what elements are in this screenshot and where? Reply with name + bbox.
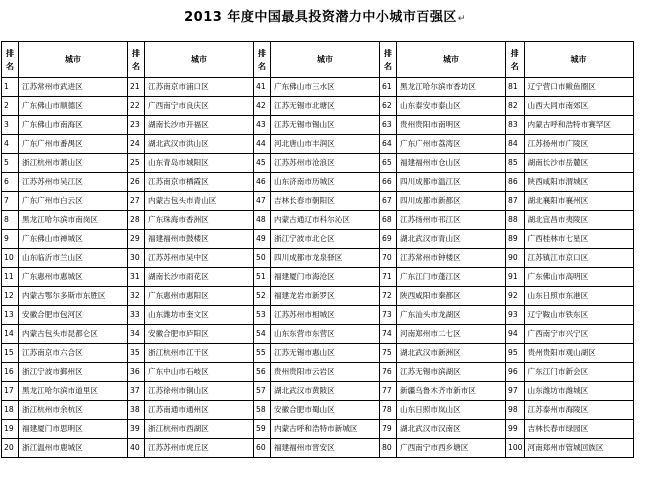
table-row — [2, 325, 634, 344]
city-cell: 山东日照市岚山区 — [397, 401, 506, 420]
city-cell: 内蒙古呼和浩特市新城区 — [271, 420, 380, 439]
table-row — [2, 401, 634, 420]
rank-cell: 46 — [254, 173, 271, 192]
city-cell: 湖南长沙市开福区 — [145, 116, 254, 135]
city-cell: 江苏苏州市沧浪区 — [271, 154, 380, 173]
rank-cell: 76 — [380, 363, 397, 382]
table-row — [2, 192, 634, 211]
rank-cell: 54 — [254, 325, 271, 344]
table-row — [2, 344, 634, 363]
rank-cell: 9 — [2, 230, 19, 249]
rank-cell: 80 — [380, 439, 397, 458]
city-cell: 新疆乌鲁木齐市新市区 — [397, 382, 506, 401]
rank-cell: 49 — [254, 230, 271, 249]
page-title — [0, 6, 650, 25]
city-cell: 广东广州市白云区 — [19, 192, 128, 211]
city-cell: 江苏常州市武进区 — [19, 78, 128, 97]
city-cell: 广东佛山市禅城区 — [19, 230, 128, 249]
city-cell: 广东广州市荔湾区 — [397, 135, 506, 154]
rank-cell: 69 — [380, 230, 397, 249]
rank-cell: 71 — [380, 268, 397, 287]
table-row — [2, 439, 634, 458]
rank-cell: 79 — [380, 420, 397, 439]
city-cell: 福建厦门市思明区 — [19, 420, 128, 439]
rank-cell: 100 — [506, 439, 525, 458]
city-cell: 湖北武汉市汉南区 — [397, 420, 506, 439]
rank-cell: 67 — [380, 192, 397, 211]
rank-cell: 91 — [506, 268, 525, 287]
rank-cell: 70 — [380, 249, 397, 268]
city-cell: 福建福州市仓山区 — [397, 154, 506, 173]
city-cell: 广东珠海市香洲区 — [145, 211, 254, 230]
rank-cell: 28 — [128, 211, 145, 230]
city-cell: 江苏徐州市铜山区 — [145, 382, 254, 401]
rank-cell: 36 — [128, 363, 145, 382]
rank-column-header — [506, 42, 525, 78]
rank-cell: 35 — [128, 344, 145, 363]
rank-cell: 31 — [128, 268, 145, 287]
city-cell: 广东惠州市惠阳区 — [145, 287, 254, 306]
city-cell: 广西南宁市兴宁区 — [524, 325, 633, 344]
rank-cell: 65 — [380, 154, 397, 173]
city-cell: 河北唐山市丰润区 — [271, 135, 380, 154]
rank-cell: 45 — [254, 154, 271, 173]
rank-cell: 74 — [380, 325, 397, 344]
city-cell: 湖北武汉市青山区 — [397, 230, 506, 249]
rank-cell: 43 — [254, 116, 271, 135]
city-cell: 江苏泰州市海陵区 — [524, 401, 633, 420]
city-cell: 湖南长沙市岳麓区 — [524, 154, 633, 173]
rank-cell: 97 — [506, 382, 525, 401]
city-cell: 广东佛山市南海区 — [19, 116, 128, 135]
city-cell: 浙江宁波市鄞州区 — [19, 363, 128, 382]
table-row — [2, 173, 634, 192]
city-cell: 四川成都市温江区 — [397, 173, 506, 192]
table-row — [2, 268, 634, 287]
rank-cell: 13 — [2, 306, 19, 325]
rank-cell: 11 — [2, 268, 19, 287]
city-cell: 内蒙古呼和浩特市赛罕区 — [524, 116, 633, 135]
rank-header-bottom: 名 — [132, 61, 140, 71]
rank-cell: 17 — [2, 382, 19, 401]
city-cell: 浙江杭州市江干区 — [145, 344, 254, 363]
city-cell: 四川成都市新都区 — [397, 192, 506, 211]
table-row — [2, 249, 634, 268]
rank-cell: 26 — [128, 173, 145, 192]
rank-cell: 23 — [128, 116, 145, 135]
city-cell: 广西桂林市七星区 — [524, 230, 633, 249]
rank-cell: 90 — [506, 249, 525, 268]
city-cell: 内蒙古包头市昆都仑区 — [19, 325, 128, 344]
rank-cell: 81 — [506, 78, 525, 97]
rank-cell: 20 — [2, 439, 19, 458]
city-cell: 湖北宜昌市夷陵区 — [524, 211, 633, 230]
rank-cell: 7 — [2, 192, 19, 211]
rank-cell: 83 — [506, 116, 525, 135]
rank-header-bottom: 名 — [258, 61, 266, 71]
rank-cell: 60 — [254, 439, 271, 458]
table-row — [2, 78, 634, 97]
city-cell: 河南郑州市二七区 — [397, 325, 506, 344]
rank-cell: 38 — [128, 401, 145, 420]
rank-cell: 44 — [254, 135, 271, 154]
city-cell: 广东广州市番禺区 — [19, 135, 128, 154]
city-cell: 广东惠州市惠城区 — [19, 268, 128, 287]
city-cell: 山东潍坊市奎文区 — [145, 306, 254, 325]
city-cell: 江苏南京市浦口区 — [145, 78, 254, 97]
rank-cell: 22 — [128, 97, 145, 116]
city-cell: 广西南宁市良庆区 — [145, 97, 254, 116]
rank-cell: 51 — [254, 268, 271, 287]
city-column-header: 城市 — [397, 42, 506, 78]
rank-cell: 63 — [380, 116, 397, 135]
city-cell: 广东佛山市三水区 — [271, 78, 380, 97]
rank-cell: 89 — [506, 230, 525, 249]
city-cell: 吉林长春市绿园区 — [524, 420, 633, 439]
city-cell: 广西南宁市西乡塘区 — [397, 439, 506, 458]
city-cell: 广东佛山市顺德区 — [19, 97, 128, 116]
rank-cell: 25 — [128, 154, 145, 173]
city-cell: 福建福州市鼓楼区 — [145, 230, 254, 249]
city-cell: 安徽合肥市包河区 — [19, 306, 128, 325]
rank-cell: 48 — [254, 211, 271, 230]
table-row — [2, 154, 634, 173]
city-cell: 浙江杭州市余杭区 — [19, 401, 128, 420]
rank-cell: 53 — [254, 306, 271, 325]
rank-cell: 64 — [380, 135, 397, 154]
city-cell: 山东日照市东港区 — [524, 287, 633, 306]
rank-column-header — [2, 42, 19, 78]
rank-cell: 19 — [2, 420, 19, 439]
table-row — [2, 97, 634, 116]
rank-cell: 57 — [254, 382, 271, 401]
table-row — [2, 135, 634, 154]
rank-cell: 84 — [506, 135, 525, 154]
city-cell: 江苏苏州市虎丘区 — [145, 439, 254, 458]
city-column-header: 城市 — [145, 42, 254, 78]
rank-header-bottom: 名 — [510, 61, 519, 71]
city-cell: 贵州贵阳市云岩区 — [271, 363, 380, 382]
city-cell: 山东泰安市泰山区 — [397, 97, 506, 116]
city-cell: 湖北襄阳市襄州区 — [524, 192, 633, 211]
rank-cell: 88 — [506, 211, 525, 230]
city-cell: 贵州贵阳市观山湖区 — [524, 344, 633, 363]
city-cell: 辽宁鞍山市铁东区 — [524, 306, 633, 325]
rank-cell: 98 — [506, 401, 525, 420]
city-cell: 江苏常州市钟楼区 — [397, 249, 506, 268]
table-header-row — [2, 42, 634, 78]
rank-cell: 2 — [2, 97, 19, 116]
rank-cell: 92 — [506, 287, 525, 306]
rank-cell: 1 — [2, 78, 19, 97]
rank-cell: 99 — [506, 420, 525, 439]
rank-cell: 24 — [128, 135, 145, 154]
city-cell: 江苏苏州市吴江区 — [19, 173, 128, 192]
rank-cell: 34 — [128, 325, 145, 344]
city-cell: 江苏无锡市滨湖区 — [397, 363, 506, 382]
city-cell: 江苏南通市通州区 — [145, 401, 254, 420]
rank-cell: 86 — [506, 173, 525, 192]
city-cell: 江苏苏州市相城区 — [271, 306, 380, 325]
city-cell: 安徽合肥市庐阳区 — [145, 325, 254, 344]
rank-cell: 10 — [2, 249, 19, 268]
rank-cell: 66 — [380, 173, 397, 192]
city-cell: 辽宁营口市鲅鱼圈区 — [524, 78, 633, 97]
city-cell: 湖南长沙市雨花区 — [145, 268, 254, 287]
rank-cell: 39 — [128, 420, 145, 439]
rank-cell: 56 — [254, 363, 271, 382]
city-cell: 江苏无锡市惠山区 — [271, 344, 380, 363]
city-cell: 湖北武汉市洪山区 — [145, 135, 254, 154]
table-row — [2, 306, 634, 325]
rank-cell: 68 — [380, 211, 397, 230]
rank-cell: 29 — [128, 230, 145, 249]
rank-cell: 41 — [254, 78, 271, 97]
rank-cell: 33 — [128, 306, 145, 325]
rank-cell: 78 — [380, 401, 397, 420]
table-row — [2, 363, 634, 382]
city-cell: 浙江杭州市西湖区 — [145, 420, 254, 439]
rank-cell: 27 — [128, 192, 145, 211]
rank-cell: 82 — [506, 97, 525, 116]
city-column-header: 城市 — [19, 42, 128, 78]
rank-cell: 75 — [380, 344, 397, 363]
city-cell: 黑龙江哈尔滨市香坊区 — [397, 78, 506, 97]
rank-cell: 30 — [128, 249, 145, 268]
rank-cell: 14 — [2, 325, 19, 344]
city-cell: 江苏南京市栖霞区 — [145, 173, 254, 192]
rank-cell: 42 — [254, 97, 271, 116]
rank-cell: 94 — [506, 325, 525, 344]
city-cell: 黑龙江哈尔滨市道里区 — [19, 382, 128, 401]
rank-cell: 52 — [254, 287, 271, 306]
city-cell: 山东东营市东营区 — [271, 325, 380, 344]
rank-cell: 50 — [254, 249, 271, 268]
rank-cell: 21 — [128, 78, 145, 97]
rank-cell: 47 — [254, 192, 271, 211]
city-cell: 福建龙岩市新罗区 — [271, 287, 380, 306]
city-cell: 内蒙古鄂尔多斯市东胜区 — [19, 287, 128, 306]
city-cell: 陕西咸阳市秦都区 — [397, 287, 506, 306]
city-cell: 河南郑州市管城回族区 — [524, 439, 633, 458]
rank-cell: 5 — [2, 154, 19, 173]
rank-column-header — [380, 42, 397, 78]
rank-cell: 37 — [128, 382, 145, 401]
rank-cell: 62 — [380, 97, 397, 116]
rank-header-bottom: 名 — [384, 61, 392, 71]
rank-cell: 55 — [254, 344, 271, 363]
city-cell: 贵州贵阳市南明区 — [397, 116, 506, 135]
ranking-table — [1, 41, 634, 458]
city-cell: 内蒙古包头市青山区 — [145, 192, 254, 211]
city-cell: 广东中山市石岐区 — [145, 363, 254, 382]
city-cell: 福建厦门市海沧区 — [271, 268, 380, 287]
rank-cell: 61 — [380, 78, 397, 97]
rank-cell: 58 — [254, 401, 271, 420]
city-cell: 湖北武汉市黄陂区 — [271, 382, 380, 401]
city-cell: 江苏无锡市锡山区 — [271, 116, 380, 135]
city-column-header: 城市 — [271, 42, 380, 78]
city-cell: 黑龙江哈尔滨市南岗区 — [19, 211, 128, 230]
city-cell: 山东潍坊市潍城区 — [524, 382, 633, 401]
city-cell: 广东江门市蓬江区 — [397, 268, 506, 287]
city-cell: 吉林长春市朝阳区 — [271, 192, 380, 211]
rank-cell: 12 — [2, 287, 19, 306]
rank-cell: 59 — [254, 420, 271, 439]
rank-cell: 77 — [380, 382, 397, 401]
city-cell: 陕西咸阳市渭城区 — [524, 173, 633, 192]
city-cell: 江苏无锡市北塘区 — [271, 97, 380, 116]
rank-cell: 6 — [2, 173, 19, 192]
city-cell: 江苏扬州市邗江区 — [397, 211, 506, 230]
city-cell: 山东青岛市城阳区 — [145, 154, 254, 173]
city-cell: 山东济南市历城区 — [271, 173, 380, 192]
city-cell: 安徽合肥市蜀山区 — [271, 401, 380, 420]
city-cell: 江苏苏州市吴中区 — [145, 249, 254, 268]
rank-cell: 8 — [2, 211, 19, 230]
city-cell: 福建福州市晋安区 — [271, 439, 380, 458]
rank-cell: 18 — [2, 401, 19, 420]
page-title-text: 2013 年度中国最具投资潜力中小城市百强区 — [184, 10, 457, 25]
city-cell: 内蒙古通辽市科尔沁区 — [271, 211, 380, 230]
rank-header-top: 排 — [132, 48, 140, 58]
rank-cell: 96 — [506, 363, 525, 382]
city-cell: 广东汕头市龙湖区 — [397, 306, 506, 325]
table-row — [2, 382, 634, 401]
city-cell: 山东临沂市兰山区 — [19, 249, 128, 268]
table-row — [2, 420, 634, 439]
city-cell: 山西大同市南郊区 — [524, 97, 633, 116]
rank-cell: 72 — [380, 287, 397, 306]
city-cell: 江苏扬州市广陵区 — [524, 135, 633, 154]
rank-cell: 15 — [2, 344, 19, 363]
city-cell: 广东江门市新会区 — [524, 363, 633, 382]
city-cell: 浙江温州市鹿城区 — [19, 439, 128, 458]
table-row — [2, 211, 634, 230]
paragraph-mark-icon: ↵ — [457, 14, 466, 24]
table-body — [2, 78, 634, 458]
rank-cell: 85 — [506, 154, 525, 173]
rank-cell: 16 — [2, 363, 19, 382]
rank-header-top: 排 — [384, 48, 392, 58]
city-column-header: 城市 — [524, 42, 633, 78]
city-cell: 四川成都市龙泉驿区 — [271, 249, 380, 268]
rank-header-top: 排 — [510, 48, 519, 58]
rank-cell: 4 — [2, 135, 19, 154]
rank-column-header — [254, 42, 271, 78]
rank-cell: 87 — [506, 192, 525, 211]
city-cell: 广东佛山市高明区 — [524, 268, 633, 287]
rank-header-bottom: 名 — [6, 61, 14, 71]
rank-cell: 40 — [128, 439, 145, 458]
rank-cell: 93 — [506, 306, 525, 325]
rank-cell: 3 — [2, 116, 19, 135]
rank-cell: 95 — [506, 344, 525, 363]
rank-cell: 73 — [380, 306, 397, 325]
rank-column-header — [128, 42, 145, 78]
city-cell: 浙江杭州市萧山区 — [19, 154, 128, 173]
city-cell: 浙江宁波市北仑区 — [271, 230, 380, 249]
table-row — [2, 287, 634, 306]
city-cell: 江苏镇江市京口区 — [524, 249, 633, 268]
rank-header-top: 排 — [6, 48, 14, 58]
table-row — [2, 116, 634, 135]
rank-cell: 32 — [128, 287, 145, 306]
city-cell: 江苏南京市六合区 — [19, 344, 128, 363]
table-row — [2, 230, 634, 249]
city-cell: 湖北武汉市新洲区 — [397, 344, 506, 363]
rank-header-top: 排 — [258, 48, 266, 58]
